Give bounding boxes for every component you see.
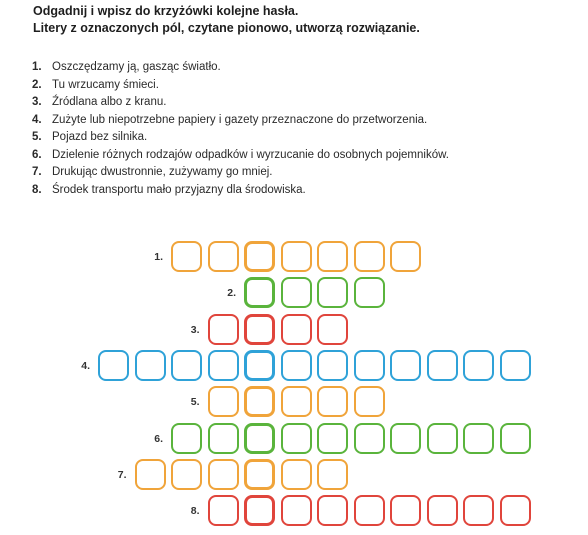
crossword-cell[interactable] <box>390 241 421 272</box>
crossword-key-cell[interactable] <box>244 423 275 454</box>
crossword-row-label: 1. <box>154 251 163 263</box>
crossword-cell[interactable] <box>354 277 385 308</box>
crossword-cell[interactable] <box>390 350 421 381</box>
crossword-cell[interactable] <box>317 277 348 308</box>
crossword-cell[interactable] <box>135 459 166 490</box>
crossword-key-cell[interactable] <box>244 386 275 417</box>
crossword-cell[interactable] <box>171 350 202 381</box>
clue-number: 8. <box>32 183 42 196</box>
clue-number: 1. <box>32 61 42 73</box>
crossword-cell[interactable] <box>208 241 239 272</box>
crossword-cell[interactable] <box>171 423 202 454</box>
crossword-cell[interactable] <box>317 386 348 417</box>
crossword-cell[interactable] <box>208 423 239 454</box>
crossword-cell[interactable] <box>208 350 239 381</box>
clue-text: Oszczędzamy ją, gasząc światło. <box>52 61 221 73</box>
crossword-key-cell[interactable] <box>244 314 275 345</box>
crossword-key-cell[interactable] <box>244 241 275 272</box>
crossword-cell[interactable] <box>281 495 312 526</box>
crossword-cell[interactable] <box>171 459 202 490</box>
crossword-cell[interactable] <box>317 350 348 381</box>
clue-text: Dzielenie różnych rodzajów odpadków i wyrzucanie do osobnych pojemników. <box>52 148 449 161</box>
crossword-cell[interactable] <box>281 314 312 345</box>
crossword-cell[interactable] <box>281 241 312 272</box>
crossword-cell[interactable] <box>281 459 312 490</box>
crossword-key-cell[interactable] <box>244 277 275 308</box>
instruction-line-2: Litery z oznaczonych pól, czytane pionowo, utworzą rozwiązanie. <box>33 21 420 35</box>
crossword-cell[interactable] <box>500 423 531 454</box>
clue-text: Tu wrzucamy śmieci. <box>52 78 159 91</box>
clue-number: 4. <box>32 113 42 126</box>
crossword-cell[interactable] <box>427 423 458 454</box>
instruction-line-1: Odgadnij i wpisz do krzyżówki kolejne hasła. <box>33 4 299 18</box>
crossword-cell[interactable] <box>500 495 531 526</box>
crossword-row-label: 4. <box>81 359 90 372</box>
crossword-cell[interactable] <box>463 350 494 381</box>
crossword-cell[interactable] <box>281 386 312 417</box>
crossword-cell[interactable] <box>98 350 129 381</box>
clue-number: 2. <box>32 78 42 91</box>
crossword-cell[interactable] <box>390 495 421 526</box>
clue-text: Zużyte lub niepotrzebne papiery i gazety przeznaczone do przetworzenia. <box>52 113 428 126</box>
crossword-row-label: 2. <box>227 287 236 300</box>
crossword-cell[interactable] <box>208 459 239 490</box>
crossword-cell[interactable] <box>135 350 166 381</box>
clue-text: Pojazd bez silnika. <box>52 131 148 143</box>
crossword-cell[interactable] <box>427 350 458 381</box>
crossword-cell[interactable] <box>281 350 312 381</box>
crossword-row-label: 6. <box>154 432 163 445</box>
crossword-cell[interactable] <box>463 423 494 454</box>
crossword-cell[interactable] <box>317 241 348 272</box>
clue-text: Drukując dwustronnie, zużywamy go mniej. <box>52 166 273 178</box>
crossword-cell[interactable] <box>390 423 421 454</box>
crossword-cell[interactable] <box>317 314 348 345</box>
crossword-cell[interactable] <box>354 241 385 272</box>
crossword-cell[interactable] <box>354 386 385 417</box>
clue-text: Środek transportu mało przyjazny dla środowiska. <box>52 183 306 196</box>
clue-number: 6. <box>32 148 42 161</box>
crossword-cell[interactable] <box>281 277 312 308</box>
clue-text: Źródlana albo z kranu. <box>52 96 167 108</box>
crossword-cell[interactable] <box>427 495 458 526</box>
crossword-row-label: 3. <box>190 323 200 336</box>
clue-number: 5. <box>32 131 42 143</box>
crossword-cell[interactable] <box>463 495 494 526</box>
crossword-cell[interactable] <box>208 314 239 345</box>
crossword-cell[interactable] <box>317 495 348 526</box>
crossword-cell[interactable] <box>208 495 239 526</box>
crossword-key-cell[interactable] <box>244 495 275 526</box>
clue-number: 3. <box>32 96 42 108</box>
crossword-key-cell[interactable] <box>244 459 275 490</box>
crossword-row-label: 5. <box>190 396 200 409</box>
crossword-cell[interactable] <box>317 423 348 454</box>
crossword-cell[interactable] <box>281 423 312 454</box>
crossword-cell[interactable] <box>171 241 202 272</box>
crossword-cell[interactable] <box>317 459 348 490</box>
crossword-cell[interactable] <box>208 386 239 417</box>
crossword-cell[interactable] <box>354 495 385 526</box>
crossword-row-label: 8. <box>190 505 200 518</box>
instructions <box>33 3 420 37</box>
crossword-cell[interactable] <box>500 350 531 381</box>
crossword-row-label: 7. <box>117 468 127 481</box>
crossword-cell[interactable] <box>354 350 385 381</box>
crossword-key-cell[interactable] <box>244 350 275 381</box>
clue-number: 7. <box>32 166 42 178</box>
crossword-cell[interactable] <box>354 423 385 454</box>
